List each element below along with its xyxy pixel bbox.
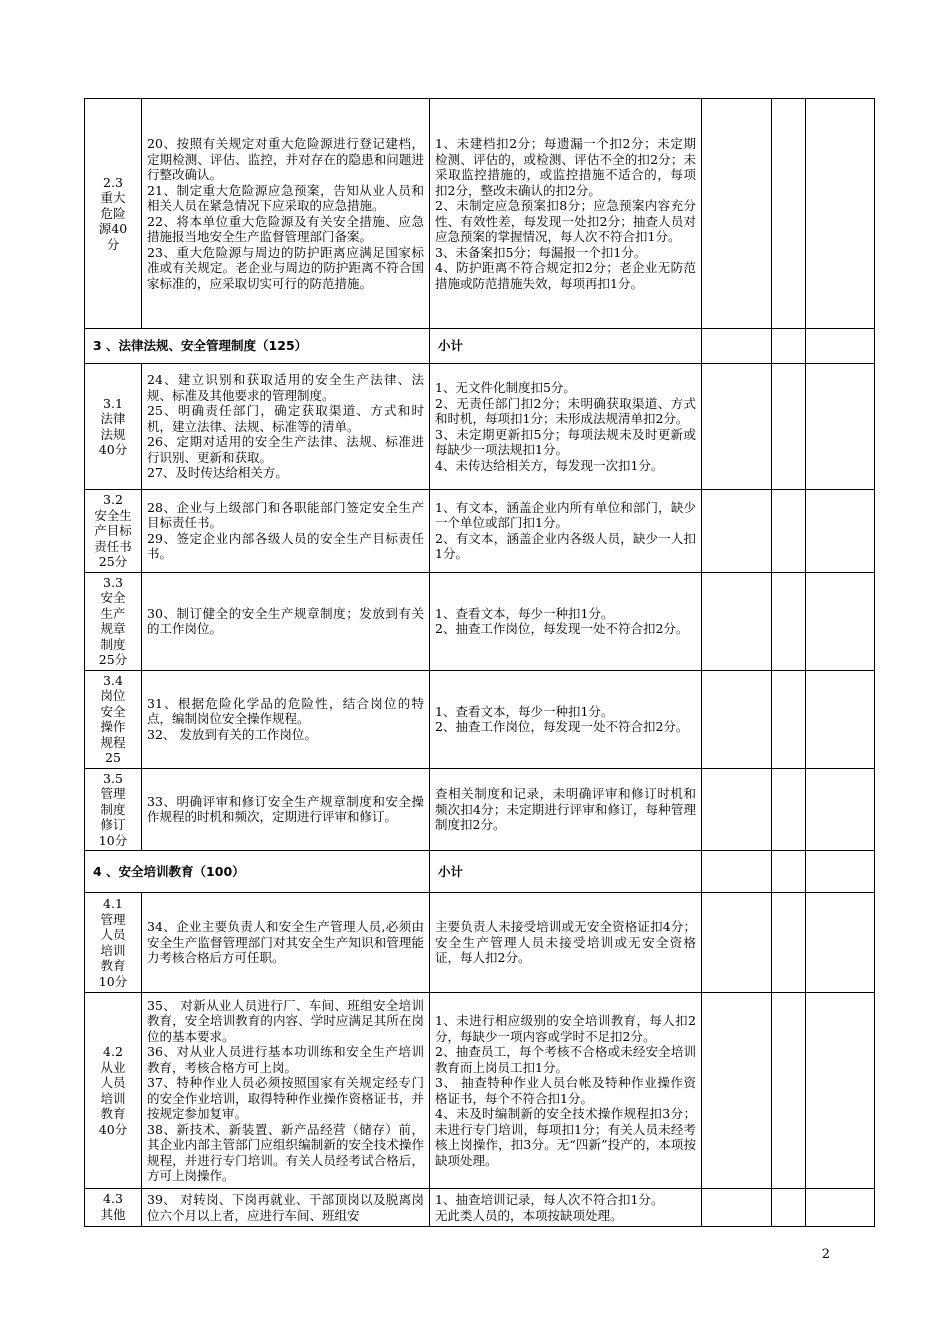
section-title: 3 、法律法规、安全管理制度（125） bbox=[85, 329, 430, 364]
blank-cell bbox=[702, 993, 772, 1189]
blank-cell bbox=[702, 768, 772, 851]
blank-cell bbox=[702, 572, 772, 670]
section-row bbox=[85, 851, 875, 893]
evaluation-table bbox=[84, 98, 875, 1227]
evaluation-table-sheet bbox=[84, 98, 874, 1227]
blank-cell bbox=[806, 670, 875, 768]
table-row bbox=[85, 99, 875, 329]
category-cell: 3.5 管理 制度 修订 10分 bbox=[85, 768, 142, 851]
blank-cell bbox=[772, 329, 806, 364]
scoring-standard-cell: 1、查看文本，每少一种扣1分。 2、抽查工作岗位，每发现一处不符合扣2分。 bbox=[430, 572, 702, 670]
table-row bbox=[85, 364, 875, 490]
subtotal-label: 小计 bbox=[430, 851, 702, 893]
category-cell: 3.2 安全生 产目标 责任书 25分 bbox=[85, 490, 142, 573]
category-cell: 4.3 其他 bbox=[85, 1189, 142, 1227]
scoring-standard-cell: 1、抽查培训记录，每人次不符合扣1分。 无此类人员的，本项按缺项处理。 bbox=[430, 1189, 702, 1227]
category-cell: 3.4 岗位 安全 操作 规程 25 bbox=[85, 670, 142, 768]
blank-cell bbox=[772, 1189, 806, 1227]
blank-cell bbox=[772, 670, 806, 768]
blank-cell bbox=[806, 364, 875, 490]
requirement-cell: 24、建立识别和获取适用的安全生产法律、法规、标准及其他要求的管理制度。 25、明确责任部门，确定获取渠道、方式和时机，建立法律、法规、标准等的清单。 26、定期对适用的安全生产法律、法规、标准进行识别、更新和获取。 27、及时传达给相关方。 bbox=[142, 364, 430, 490]
blank-cell bbox=[806, 851, 875, 893]
scoring-standard-cell: 1、查看文本，每少一种扣1分。 2、抽查工作岗位，每发现一处不符合扣2分。 bbox=[430, 670, 702, 768]
category-cell: 2.3 重大 危险 源40 分 bbox=[85, 99, 142, 329]
blank-cell bbox=[806, 893, 875, 993]
blank-cell bbox=[806, 993, 875, 1189]
requirement-cell: 33、明确评审和修订安全生产规章制度和安全操作规程的时机和频次，定期进行评审和修订。 bbox=[142, 768, 430, 851]
blank-cell bbox=[806, 1189, 875, 1227]
table-row bbox=[85, 768, 875, 851]
requirement-cell: 35、 对新从业人员进行厂、车间、班组安全培训教育，安全培训教育的内容、学时应满足其所在岗位的基本要求。 36、对从业人员进行基本功训练和安全生产培训教育，考核合格方可上岗。 37、特种作业人员必须按照国家有关规定经专门的安全作业培训，取得特种作业操作资格证书，并按规定参加复审。 38、新技术、新装置、新产品经营（储存）前，其企业内部主管部门应组织编制新的安全技术操作规程，并进行专门培训。有关人员经考试合格后，方可上岗操作。 bbox=[142, 993, 430, 1189]
category-cell: 3.1 法律 法规 40分 bbox=[85, 364, 142, 490]
blank-cell bbox=[772, 99, 806, 329]
blank-cell bbox=[772, 993, 806, 1189]
scoring-standard-cell: 查相关制度和记录，未明确评审和修订时机和频次扣4分；未定期进行评审和修订，每种管理制度扣2分。 bbox=[430, 768, 702, 851]
blank-cell bbox=[702, 893, 772, 993]
blank-cell bbox=[772, 851, 806, 893]
table-row bbox=[85, 572, 875, 670]
category-cell: 4.2 从业 人员 培训 教育 40分 bbox=[85, 993, 142, 1189]
blank-cell bbox=[806, 768, 875, 851]
blank-cell bbox=[702, 329, 772, 364]
category-cell: 3.3 安全 生产 规章 制度 25分 bbox=[85, 572, 142, 670]
table-row bbox=[85, 1189, 875, 1227]
table-row bbox=[85, 993, 875, 1189]
scoring-standard-cell: 1、有文本，涵盖企业内所有单位和部门，缺少一个单位或部门扣1分。 2、有文本，涵盖企业内各级人员，缺少一人扣1分。 bbox=[430, 490, 702, 573]
table-row bbox=[85, 490, 875, 573]
requirement-cell: 28、企业与上级部门和各职能部门签定安全生产目标责任书。 29、签定企业内部各级人员的安全生产目标责任书。 bbox=[142, 490, 430, 573]
table-row bbox=[85, 893, 875, 993]
blank-cell bbox=[806, 572, 875, 670]
blank-cell bbox=[772, 893, 806, 993]
category-cell: 4.1 管理 人员 培训 教育 10分 bbox=[85, 893, 142, 993]
scoring-standard-cell: 1、未建档扣2分；每遗漏一个扣2分；未定期检测、评估的，或检测、评估不全的扣2分；未采取监控措施的，或监控措施不适合的，每项扣2分，整改未确认的扣2分。 2、未制定应急预案扣8分；应急预案内容充分性、有效性差，每发现一处扣2分；抽查人员对应急预案的掌握情况，每人次不符合扣1分。 3、未备案扣5分；每漏报一个扣1分。 4、防护距离不符合规定扣2分；老企业无防范措施或防范措施失效，每项再扣1分。 bbox=[430, 99, 702, 329]
requirement-cell: 30、制订健全的安全生产规章制度；发放到有关的工作岗位。 bbox=[142, 572, 430, 670]
blank-cell bbox=[806, 490, 875, 573]
blank-cell bbox=[702, 99, 772, 329]
scoring-standard-cell: 1、未进行相应级别的安全培训教育，每人扣2分，每缺少一项内容或学时不足扣2分。 2、抽查员工，每个考核不合格或未经安全培训教育而上岗员工扣1分。 3、 抽查特种作业人员台帐及特种作业操作资格证书，每个不符合扣1分。 4、未及时编制新的安全技术操作规程扣3分；未进行专门培训，每项扣1分；有关人员未经考核上岗操作，扣3分。无“四新”投产的，本项按缺项处理。 bbox=[430, 993, 702, 1189]
requirement-cell: 20、按照有关规定对重大危险源进行登记建档，定期检测、评估、监控，并对存在的隐患和问题进行整改确认。 21、制定重大危险源应急预案，告知从业人员和相关人员在紧急情况下应采取的应急措施。 22、将本单位重大危险源及有关安全措施、应急措施报当地安全生产监督管理部门备案。 23、重大危险源与周边的防护距离应满足国家标准或有关规定。老企业与周边的防护距离不符合国家标准的，应采取切实可行的防范措施。 bbox=[142, 99, 430, 329]
blank-cell bbox=[772, 768, 806, 851]
scoring-standard-cell: 1、无文件化制度扣5分。 2、无责任部门扣2分；未明确获取渠道、方式和时机，每项扣1分；未形成法规清单扣2分。 3、未定期更新扣5分；每项法规未及时更新或每缺少一项法规扣1分。 4、未传达给相关方，每发现一次扣1分。 bbox=[430, 364, 702, 490]
table-row bbox=[85, 670, 875, 768]
scoring-standard-cell: 主要负责人未接受培训或无安全资格证扣4分；安全生产管理人员未接受培训或无安全资格证，每人扣2分。 bbox=[430, 893, 702, 993]
blank-cell bbox=[806, 329, 875, 364]
blank-cell bbox=[702, 851, 772, 893]
subtotal-label: 小计 bbox=[430, 329, 702, 364]
section-row bbox=[85, 329, 875, 364]
blank-cell bbox=[772, 490, 806, 573]
blank-cell bbox=[772, 364, 806, 490]
requirement-cell: 31、根据危险化学品的危险性，结合岗位的特点，编制岗位安全操作规程。 32、 发放到有关的工作岗位。 bbox=[142, 670, 430, 768]
section-title: 4 、安全培训教育（100） bbox=[85, 851, 430, 893]
blank-cell bbox=[702, 364, 772, 490]
requirement-cell: 39、 对转岗、下岗再就业、干部顶岗以及脱离岗位六个月以上者，应进行车间、班组安 bbox=[142, 1189, 430, 1227]
requirement-cell: 34、企业主要负责人和安全生产管理人员,必须由安全生产监督管理部门对其安全生产知识和管理能力考核合格后方可任职。 bbox=[142, 893, 430, 993]
blank-cell bbox=[806, 99, 875, 329]
page-number: 2 bbox=[821, 1247, 830, 1262]
blank-cell bbox=[702, 670, 772, 768]
blank-cell bbox=[772, 572, 806, 670]
blank-cell bbox=[702, 1189, 772, 1227]
blank-cell bbox=[702, 490, 772, 573]
